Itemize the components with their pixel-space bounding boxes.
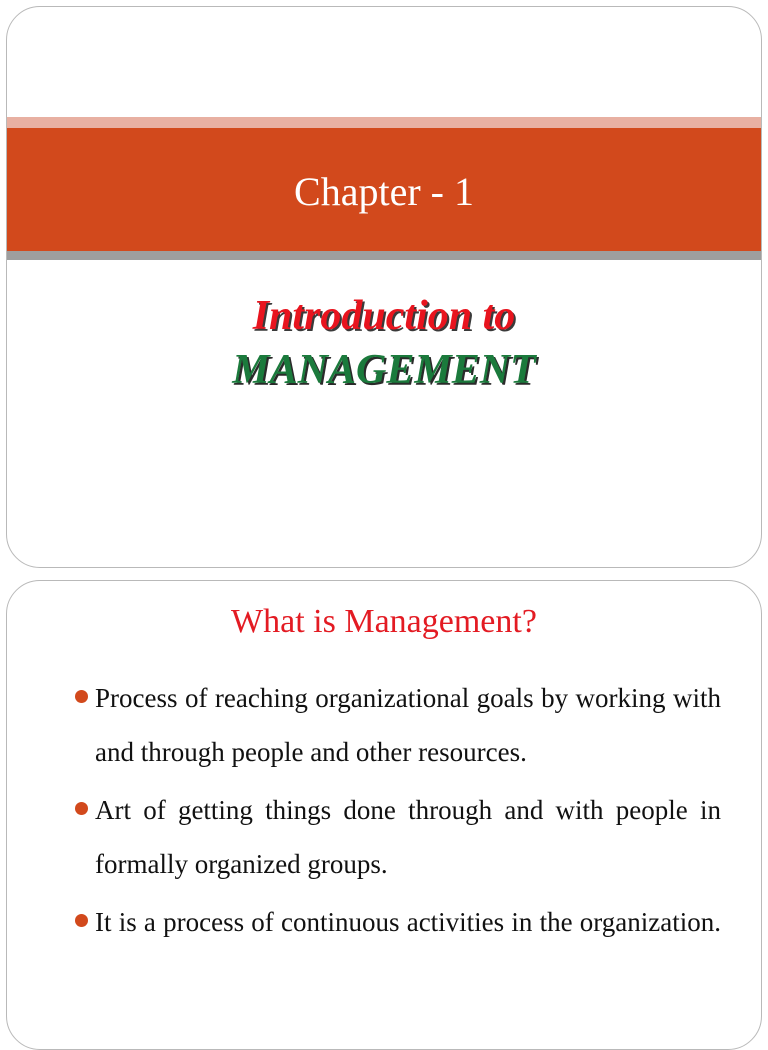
bullet-text: Art of getting things done through and with people in formally organized groups.: [95, 795, 721, 879]
bullet-dot-icon: [75, 690, 88, 703]
subtitle-line-management: MANAGEMENT: [232, 347, 536, 393]
title-band-top-accent: [7, 117, 761, 128]
subtitle-line-introduction: Introduction to: [252, 293, 516, 339]
title-band-bottom-accent: [7, 251, 761, 260]
bullet-list: [75, 671, 721, 953]
bullet-item: [75, 895, 721, 949]
slide-subtitle: [7, 289, 761, 397]
title-band: [7, 128, 761, 251]
bullet-item: [75, 671, 721, 779]
content-slide: [6, 580, 762, 1050]
chapter-title: Chapter - 1: [294, 168, 474, 214]
bullet-dot-icon: [75, 802, 88, 815]
slide-heading: What is Management?: [231, 603, 537, 640]
bullet-text: Process of reaching organizational goals by working with and through people and other resources.: [95, 683, 721, 767]
bullet-item: [75, 783, 721, 891]
bullet-dot-icon: [75, 914, 88, 927]
bullet-text: It is a process of continuous activities in the organization.: [95, 907, 721, 937]
title-slide: [6, 6, 762, 568]
